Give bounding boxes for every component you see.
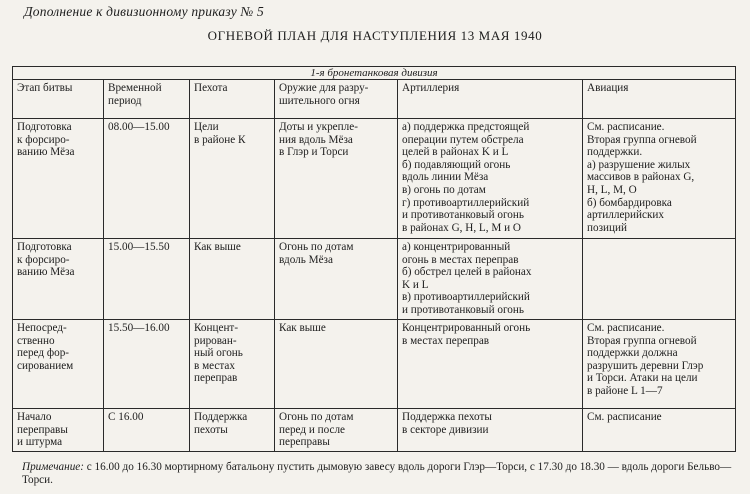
header-artillery: Артиллерия <box>398 80 583 119</box>
heading-note: Дополнение к дивизионному приказу № 5 <box>24 4 264 19</box>
cell-aviation: См. расписание. Вторая группа огневой поддержки должна разрушить деревни Глэр и Торси. Атаки на цели в районе L 1—7 <box>583 320 736 409</box>
cell-infantry: Концент- рирован- ный огонь в местах переправ <box>190 320 275 409</box>
table-row <box>13 119 736 239</box>
division-caption: 1-я бронетанковая дивизия <box>13 67 736 80</box>
cell-infantry: Как выше <box>190 239 275 320</box>
header-time-period: Временной период <box>104 80 190 119</box>
cell-infantry: Цели в районе К <box>190 119 275 239</box>
cell-time-period: 08.00—15.00 <box>104 119 190 239</box>
header-aviation: Авиация <box>583 80 736 119</box>
cell-aviation: См. расписание. Вторая группа огневой поддержки. а) разрушение жилых массивов в районах G, H, L, M, O б) бомбардировка артиллерийских позиций <box>583 119 736 239</box>
cell-time-period: 15.50—16.00 <box>104 320 190 409</box>
footnote-label: Примечание: <box>22 461 84 473</box>
header-stage: Этап битвы <box>13 80 104 119</box>
table-row <box>13 409 736 452</box>
cell-destructive-weapons: Огонь по дотам перед и после переправы <box>275 409 398 452</box>
cell-destructive-weapons: Огонь по дотам вдоль Мёза <box>275 239 398 320</box>
table-row <box>13 320 736 409</box>
footnote <box>22 461 737 487</box>
cell-time-period: 15.00—15.50 <box>104 239 190 320</box>
cell-destructive-weapons: Доты и укрепле- ния вдоль Мёза в Глэр и Торси <box>275 119 398 239</box>
header-row <box>13 80 736 119</box>
header-destructive-weapons: Оружие для разру- шительного огня <box>275 80 398 119</box>
cell-stage: Непосред- ственно перед фор- сированием <box>13 320 104 409</box>
division-caption-row <box>13 67 736 80</box>
cell-artillery: Поддержка пехоты в секторе дивизии <box>398 409 583 452</box>
header-infantry: Пехота <box>190 80 275 119</box>
cell-artillery: а) поддержка предстоящей операции путем обстрела целей в районах K и L б) подавляющий огонь вдоль линии Мёза в) огонь по дотам г) противоартиллерийский и противотанковый огонь в районах G, H, L, M и O <box>398 119 583 239</box>
table-row <box>13 239 736 320</box>
cell-infantry: Поддержка пехоты <box>190 409 275 452</box>
cell-stage: Подготовка к форсиро- ванию Мёза <box>13 119 104 239</box>
cell-destructive-weapons: Как выше <box>275 320 398 409</box>
cell-artillery: Концентрированный огонь в местах переправ <box>398 320 583 409</box>
cell-aviation <box>583 239 736 320</box>
cell-aviation: См. расписание <box>583 409 736 452</box>
footnote-text: с 16.00 до 16.30 мортирному батальону пустить дымовую завесу вдоль дороги Глэр—Торси, с 17.30 до 18.30 — вдоль дороги Бельво—Торси. <box>22 461 732 486</box>
cell-stage: Начало переправы и штурма <box>13 409 104 452</box>
cell-artillery: а) концентрированный огонь в местах переправ б) обстрел целей в районах K и L в) противоартиллерийский и противотанковый огонь <box>398 239 583 320</box>
fire-plan-table <box>12 66 736 452</box>
cell-time-period: С 16.00 <box>104 409 190 452</box>
cell-stage: Подготовка к форсиро- ванию Мёза <box>13 239 104 320</box>
page-title: ОГНЕВОЙ ПЛАН ДЛЯ НАСТУПЛЕНИЯ 13 МАЯ 1940 <box>207 28 543 43</box>
